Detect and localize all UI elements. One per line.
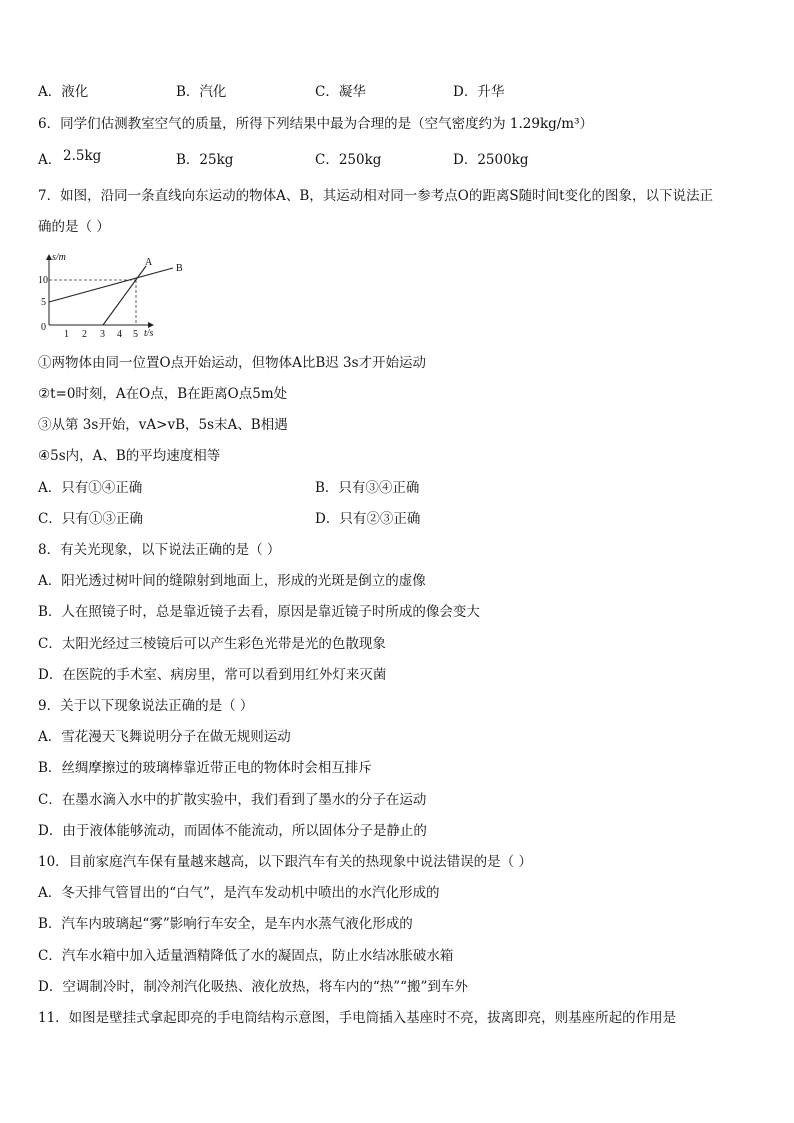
- q11-stem: 11．如图是壁挂式拿起即亮的手电筒结构示意图，手电筒插入基座时不亮，拔离即亮，则基座所起的作用是: [38, 1010, 677, 1026]
- graph-label-a: A: [145, 257, 153, 268]
- q7-option-a: A．只有①④正确: [38, 480, 143, 496]
- q8-stem: 8．有关光现象，以下说法正确的是（ ）: [38, 542, 281, 558]
- q5-option-d: D．升华: [453, 84, 505, 100]
- graph-y-tick-0: 0: [41, 322, 46, 333]
- graph-x-tick-4: 4: [117, 329, 122, 340]
- q7-statement-2: ②t=0时刻，A在O点，B在距离O点5m处: [38, 386, 288, 402]
- q10-option-b: B．汽车内玻璃起“雾”影响行车安全，是车内水蒸气液化形成的: [38, 916, 413, 932]
- q7-option-d: D．只有②③正确: [315, 511, 421, 527]
- graph-line-b: [49, 268, 173, 302]
- q9-option-d: D．由于液体能够流动，而固体不能流动，所以固体分子是静止的: [38, 823, 427, 839]
- q7-statement-4: ④5s内，A、B的平均速度相等: [38, 448, 221, 464]
- graph-x-tick-3: 3: [100, 329, 105, 340]
- q7-option-c: C．只有①③正确: [38, 511, 143, 527]
- q7-stem-line1: 7．如图，沿同一条直线向东运动的物体A、B，其运动相对同一参考点O的距离S随时间t变化的图象，以下说法正: [38, 188, 713, 204]
- q10-stem: 10．目前家庭汽车保有量越来越高，以下跟汽车有关的热现象中说法错误的是（ ）: [38, 854, 532, 870]
- q7-stem-line2: 确的是（ ）: [38, 219, 110, 235]
- q7-statement-1: ①两物体由同一位置O点开始运动，但物体A比B迟 3s才开始运动: [38, 355, 427, 371]
- graph-x-label: t/s: [144, 328, 154, 339]
- q7-option-b: B．只有③④正确: [315, 480, 420, 496]
- q6-option-d: D．2500kg: [453, 152, 529, 168]
- q10-option-c: C．汽车水箱中加入适量酒精降低了水的凝固点，防止水结冰胀破水箱: [38, 948, 454, 964]
- q9-option-b: B．丝绸摩擦过的玻璃棒靠近带正电的物体时会相互排斥: [38, 760, 372, 776]
- q10-option-d: D．空调制冷时，制冷剂汽化吸热、液化放热，将车内的“热”“搬”到车外: [38, 979, 468, 995]
- q5-option-c: C．凝华: [315, 84, 366, 100]
- graph-label-b: B: [176, 263, 183, 274]
- q5-option-b: B．汽化: [176, 84, 227, 100]
- q9-option-a: A．雪花漫天飞舞说明分子在做无规则运动: [38, 729, 291, 745]
- q8-option-a: A．阳光透过树叶间的缝隙射到地面上，形成的光斑是倒立的虚像: [38, 573, 426, 589]
- graph-y-tick-5: 5: [41, 297, 46, 308]
- q8-option-c: C．太阳光经过三棱镜后可以产生彩色光带是光的色散现象: [38, 636, 386, 652]
- graph-line-a: [103, 266, 146, 325]
- q8-option-b: B．人在照镜子时，总是靠近镜子去看，原因是靠近镜子时所成的像会变大: [38, 604, 480, 620]
- q9-stem: 9．关于以下现象说法正确的是（ ）: [38, 698, 254, 714]
- q10-option-a: A．冬天排气管冒出的“白气”，是汽车发动机中喷出的水汽化形成的: [38, 885, 440, 901]
- graph-x-tick-1: 1: [64, 329, 69, 340]
- graph-y-tick-10: 10: [38, 275, 48, 286]
- q6-option-c: C．250kg: [315, 152, 382, 168]
- q9-option-c: C．在墨水滴入水中的扩散实验中，我们看到了墨水的分子在运动: [38, 792, 427, 808]
- q6-option-a: A．: [38, 152, 62, 168]
- graph-x-tick-2: 2: [82, 329, 87, 340]
- q6-option-a-value: 2.5kg: [63, 148, 102, 164]
- q6-option-b: B．25kg: [176, 152, 234, 168]
- q7-graph: [38, 250, 198, 345]
- graph-y-label: s/m: [52, 252, 66, 263]
- q6-stem: 6．同学们估测教室空气的质量，所得下列结果中最为合理的是（空气密度约为 1.29kg/m³）: [38, 116, 594, 132]
- q7-statement-3: ③从第 3s开始，vA>vB，5s末A、B相遇: [38, 417, 288, 433]
- q5-option-a: A．液化: [38, 84, 89, 100]
- q8-option-d: D．在医院的手术室、病房里，常可以看到用红外灯来灭菌: [38, 667, 387, 683]
- graph-x-tick-5: 5: [133, 329, 138, 340]
